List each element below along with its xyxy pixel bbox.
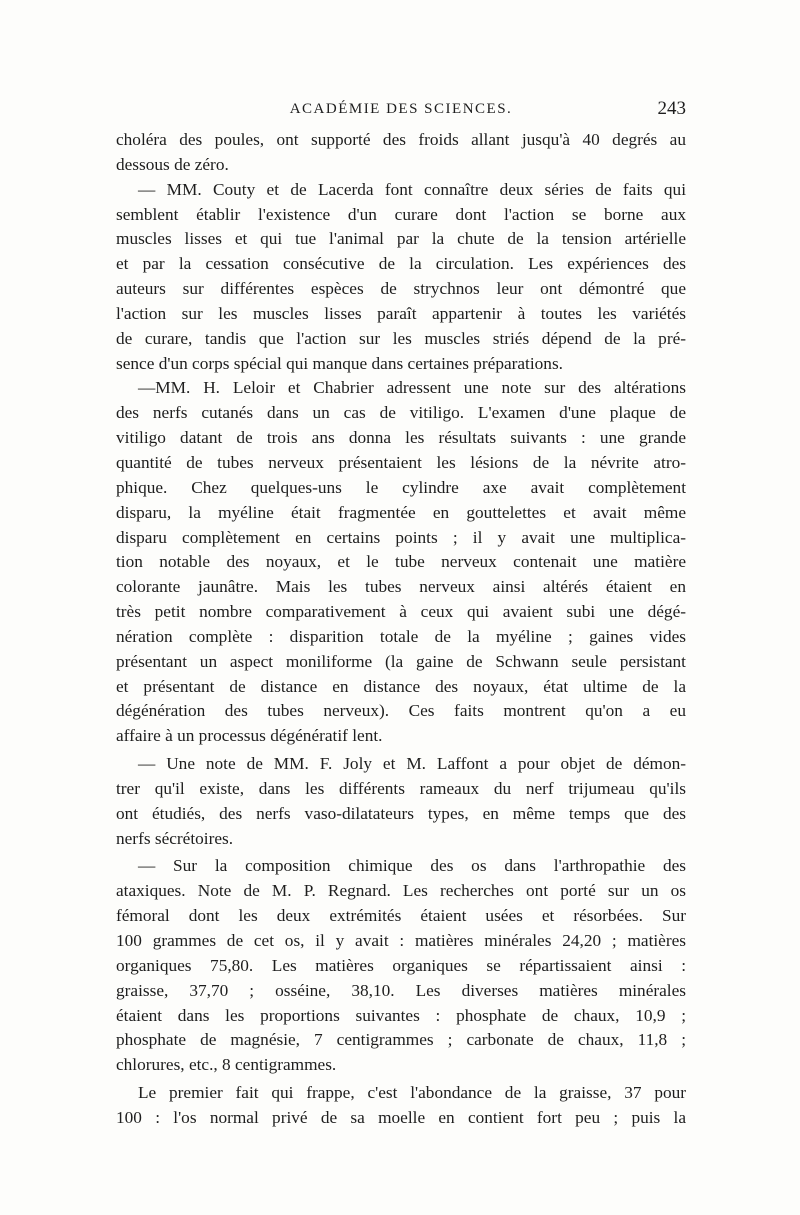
- text-line: dessous de zéro.: [116, 154, 229, 174]
- text-line: disparu, la myéline était fragmentée en gouttelettes et avait même: [116, 502, 686, 522]
- text-line: étaient dans les proportions suivantes : phosphate de chaux, 10,9 ;: [116, 1005, 686, 1025]
- text-line: tion notable des noyaux, et le tube nerveux contenait une matière: [116, 552, 686, 572]
- text-line: —MM. H. Leloir et Chabrier adressent une note sur des altérations: [138, 378, 686, 398]
- paragraph: [116, 178, 686, 377]
- running-head: ACADÉMIE DES SCIENCES.: [289, 101, 513, 117]
- text-line: phosphate de magnésie, 7 centigrammes ; carbonate de chaux, 11,8 ;: [116, 1030, 686, 1050]
- text-line: 100 grammes de cet os, il y avait : matières minérales 24,20 ; matières: [116, 931, 686, 950]
- paragraph: [116, 1081, 686, 1131]
- text-line: disparu complètement en certains points ; il y avait une multiplica-: [116, 527, 686, 547]
- text-line: 100 : l'os normal privé de sa moelle en contient fort peu ; puis la: [116, 1107, 686, 1127]
- text-line: sence d'un corps spécial qui manque dans certaines préparations.: [116, 353, 563, 373]
- text-line: présentant un aspect moniliforme (la gaine de Schwann seule persistant: [116, 651, 686, 671]
- text-line: affaire à un processus dégénératif lent.: [116, 726, 383, 746]
- page-header: [116, 96, 686, 122]
- text-line: de curare, tandis que l'action sur les muscles striés dépend de la pré-: [116, 328, 686, 348]
- text-line: dégénération des tubes nerveux). Ces faits montrent qu'on a eu: [116, 701, 686, 721]
- text-line: organiques 75,80. Les matières organiques se répartissaient ainsi :: [116, 955, 686, 975]
- text-line: très petit nombre comparativement à ceux qui avaient subi une dégé-: [116, 602, 686, 622]
- text-line: nération complète : disparition totale de la myéline ; gaines vides: [116, 626, 686, 646]
- page-number: 243: [657, 98, 686, 119]
- text-line: colorante jaunâtre. Mais les tubes nerveux ainsi altérés étaient en: [116, 577, 686, 597]
- text-line: vitiligo datant de trois ans donna les résultats suivants : une grande: [116, 428, 686, 448]
- text-line: semblent établir l'existence d'un curare dont l'action se borne aux: [116, 204, 686, 224]
- text-line: muscles lisses et qui tue l'animal par la chute de la tension artérielle: [116, 229, 686, 249]
- text-line: — Une note de MM. F. Joly et M. Laffont a pour objet de démon-: [138, 754, 686, 774]
- paragraph: [116, 752, 686, 851]
- text-line: et présentant de distance en distance des noyaux, état ultime de la: [116, 676, 686, 696]
- text-line: quantité de tubes nerveux présentaient les lésions de la névrite atro-: [116, 452, 686, 472]
- text-line: Le premier fait qui frappe, c'est l'abondance de la graisse, 37 pour: [138, 1083, 686, 1103]
- text-line: choléra des poules, ont supporté des froids allant jusqu'à 40 degrés au: [116, 130, 686, 149]
- text-line: fémoral dont les deux extrémités étaient usées et résorbées. Sur: [116, 906, 686, 926]
- text-line: chlorures, etc., 8 centigrammes.: [116, 1055, 337, 1075]
- text-line: l'action sur les muscles lisses paraît appartenir à toutes les variétés: [116, 303, 686, 323]
- text-line: et par la cessation consécutive de la circulation. Les expériences des: [116, 254, 686, 274]
- paragraph: [116, 128, 686, 178]
- text-line: des nerfs cutanés dans un cas de vitiligo. L'examen d'une plaque de: [116, 403, 686, 423]
- text-line: graisse, 37,70 ; osséine, 38,10. Les diverses matières minérales: [116, 980, 686, 1000]
- text-line: trer qu'il existe, dans les différents rameaux du nerf trijumeau qu'ils: [116, 778, 686, 798]
- text-line: — Sur la composition chimique des os dans l'arthropathie des: [138, 856, 686, 876]
- paragraph: [116, 376, 686, 749]
- text-line: ont étudiés, des nerfs vaso-dilatateurs types, en même temps que des: [116, 803, 686, 823]
- body-text: [116, 128, 686, 1131]
- paragraph: [116, 854, 686, 1078]
- text-line: auteurs sur différentes espèces de strychnos leur ont démontré que: [116, 279, 686, 299]
- text-line: ataxiques. Note de M. P. Regnard. Les recherches ont porté sur un os: [116, 881, 686, 901]
- text-line: phique. Chez quelques-uns le cylindre axe avait complètement: [116, 477, 686, 497]
- text-line: — MM. Couty et de Lacerda font connaître deux séries de faits qui: [138, 179, 686, 199]
- text-line: nerfs sécrétoires.: [116, 828, 234, 848]
